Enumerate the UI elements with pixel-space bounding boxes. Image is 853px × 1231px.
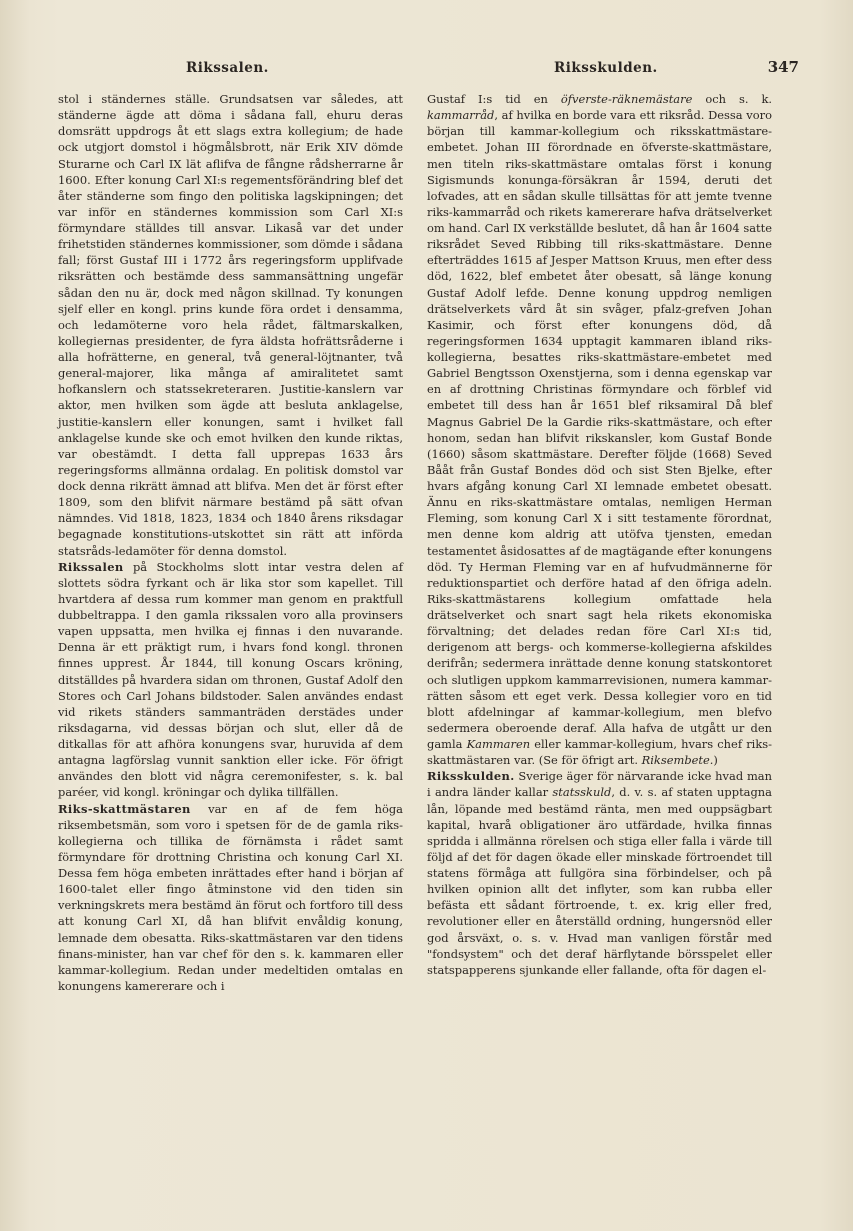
italic-term: Kammaren xyxy=(466,737,531,751)
entry-heading-riks-skattmastaren: Riks-skattmästaren xyxy=(58,801,191,816)
text-run: och s. k. xyxy=(692,92,773,106)
cross-reference: Riksembete. xyxy=(641,753,714,768)
left-column xyxy=(58,91,403,994)
paragraph-riks-skattmastaren-text: var en af de fem höga riksembetsmän, som voro i spetsen för de de gamla riks-kollegierna och tillika de förnämsta i rådet samt förmyndare för drottning Christina och konung Carl XI. Dessa fem höga embeten inrättades efter hand i början af 1600-talet eller fingo åtminstone vid den tiden sin verkningskrets mera bestämd än förut och fortforo till dess att konung Carl XI, då han blifvit envåldig konung, lemnade dem obesatta. Riks-skattmästaren var den tidens finans-minister, han var chef för den s. k. kammaren eller kammar-kollegium. Redan under medeltiden omtalas en konungens kamererare och i xyxy=(58,801,403,993)
text-run: Gustaf I:s tid en xyxy=(427,92,561,106)
paragraph-skattmastare-cont xyxy=(427,91,772,768)
italic-term: statsskuld xyxy=(552,785,612,800)
right-column xyxy=(427,91,772,978)
paragraph-riks-skattmastaren xyxy=(58,801,403,995)
entry-heading-rikssalen: Rikssalen xyxy=(58,559,124,574)
text-run: , d. v. s. af staten upptagna lån, löpande med bestämd ränta, men med ouppsägbart kapital, hvarå obligationer äro utfärdade, hvilka finnas spridda i allmänna rörelsen och stiga eller falla i värde till följd af det för dagen ökade eller minskade förtroendet till statens förmåga att fullgöra sina förbindelser, och på hvilken opinion allt det inflyter, som kan rubba eller befästa ett sådant förtroende, t. ex. krig eller fred, revolutioner eller en återställd ordning, hungersnöd eller god årsväxt, o. s. v. Hvad man vanligen förstår med "fondsystem" och det deraf härflytande börsspelet eller statspapperens sjunkande eller fallande, ofta för dagen el- xyxy=(427,785,772,977)
text-run: , af hvilka en borde vara ett riksråd. Dessa voro början till kammar-kollegium och riksskattmästare-embetet. Johan III förordnade en öfverste-skattmästare, men titeln riks-skattmästare omtalas först i konung Sigismunds konunga-försäkran år 1594, deruti det lofvades, att en sådan skulle tillsättas för att jemte tvenne riks-kammarråd och rikets kamererare hafva drätselverket om hand. Carl IX verkställde beslutet, då han år 1604 satte riksrådet Seved Ribbing till riks-skattmästare. Denne efterträddes 1615 af Jesper Mattson Kruus, men efter dess död, 1622, blef embetet åter obesatt, så länge konung Gustaf Adolf lefde. Denne konung uppdrog nemligen drätselverkets vård åt sin svåger, pfalz-grefven Johan Kasimir, och först efter konungens död, då regeringsformen 1634 upptagit kammaren ibland riks-kollegierna, besattes riks-skattmästare-embetet med Gabriel Bengtsson Oxenstjerna, som i denna egenskap var en af drottning Christinas förmyndare och förblef vid embetet till dess han år 1651 blef riksamiral Då blef Magnus Gabriel De la Gardie riks-skattmästare, och efter honom, sedan han blifvit rikskansler, kom Gustaf Bonde (1660) såsom skattmästare. Derefter följde (1668) Seved Bååt från Gustaf Bondes död och sist Sten Bjelke, efter hvars afgång konung Carl XI lemnade embetet obesatt. Ännu en riks-skattmästare omtalas, nemligen Herman Fleming, som konung Carl X i sitt testamente förordnat, men denne kom aldrig att utöfva tjensten, emedan testamentet åsidosattes af de magtägande efter konungens död. Ty Herman Fleming var en af hufvudmännerne för reduktionspartiet och derföre hatad af den öfriga adeln. Riks-skattmästarens kollegium omfattade hela drätselverket och snart sagt hela rikets ekonomiska förvaltning; det delades redan före Carl XI:s tid, derigenom att bergs- och kommerse-kollegierna afskildes derifrån; sedermera inrättade denne konung statskontoret och slutligen uppkom kammarrevisionen, numera kammar-rätten såsom ett eget verk. Dessa kollegier voro en tid blott afdelningar af kammar-kollegium, men blefvo sedermera oberoende deraf. Alla hafva de utgått ur den gamla xyxy=(427,108,772,751)
page-number: 347 xyxy=(767,58,799,76)
paragraph-riksratt-cont: stol i ständernes ställe. Grundsatsen var således, att ständerne ägde att döma i sådana fall, ehuru deras domsrätt uppdrogs åt ett slags extra kollegium; de hade ock utgjort domstol i högmålsbrott, när Erik XIV dömde Sturarne och Carl IX lät aflifva de fångne rådsherrarne år 1600. Efter konung Carl XI:s regementsförändring blef det åter ständerne som fingo den politiska lagskipningen; det var inför en ständernes kommission som Carl XI:s förmyndare ställdes till ansvar. Likaså var det under frihetstiden ständernes kommissioner, som dömde i sådana fall; först Gustaf III i 1772 års regeringsform upplifvade riksrätten och bestämde dess sammansättning ungefär sådan den nu är, dock med någon skillnad. Ty konungen sjelf eller en kongl. prins kunde föra ordet i densamma, och ledamöterne voro hela rådet, fältmarskalken, kollegiernas presidenter, de fyra äldsta hofrättsråderne i alla hofrätterne, en general, två general-löjtnanter, två general-majorer, lika många af amiralitetet samt hofkanslern och statssekreteraren. Justitie-kanslern var aktor, men hvilken som ägde att besluta anklagelse, justitie-kanslern eller konungen, samt i hvilket fall anklagelse kunde ske och emot hvilken den kunde riktas, var obestämdt. I detta fall upprepas 1633 års regeringsforms allmänna ordalag. En politisk domstol var dock denna rikrätt ämnad att blifva. Men det är först efter 1809, som den blifvit närmare bestämd på sätt ofvan nämndes. Vid 1818, 1823, 1834 och 1840 årens riksdagar begagnade konstitutions-utskottet sin rätt att införda statsråds-ledamöter för denna domstol. xyxy=(58,92,403,558)
header-left-title: Rikssalen. xyxy=(186,60,269,76)
text-run: Sverige äger för närvarande icke hvad man i andra länder kallar xyxy=(427,769,772,800)
text-run: eller kammar-kollegium, hvars chef riks-skattmästaren var. (Se för öfrigt art. xyxy=(427,737,772,768)
paragraph-rikssalen xyxy=(58,559,403,801)
entry-heading-riksskulden: Riksskulden. xyxy=(427,769,515,784)
header-right-title: Riksskulden. xyxy=(554,60,658,76)
paragraph-riksskulden xyxy=(427,768,772,978)
text-run: ) xyxy=(713,753,718,768)
running-header xyxy=(56,58,799,80)
paragraph-rikssalen-text: på Stockholms slott intar vestra delen af slottets södra fyrkant och är lika stor som kapellet. Till hvartdera af dessa rum kommer man genom en praktfull dubbeltrappa. I den gamla rikssalen voro alla provinsers vapen uppsatta, men hvilka ej finnas i den nuvarande. Denna är ett präktigt rum, i hvars fond kongl. thronen finnes upprest. År 1844, till konung Oscars kröning, ditställdes på hvardera sidan om thronen, Gustaf Adolf den Stores och Carl Johans bildstoder. Salen användes endast vid rikets ständers sammanträden derstädes under riksdagarna, vid dessas början och slut, eller då de ditkallas för att afhöra konungens svar, huruvida af dem antagna lagförslag vunnit sanktion eller icke. För öfrigt användes den blott vid några ceremonifester, s. k. bal paréer, vid kongl. kröningar och dylika tillfällen. xyxy=(58,559,403,800)
italic-term: öfverste-räknemästare xyxy=(560,92,693,106)
italic-term: kammarråd xyxy=(427,108,495,123)
